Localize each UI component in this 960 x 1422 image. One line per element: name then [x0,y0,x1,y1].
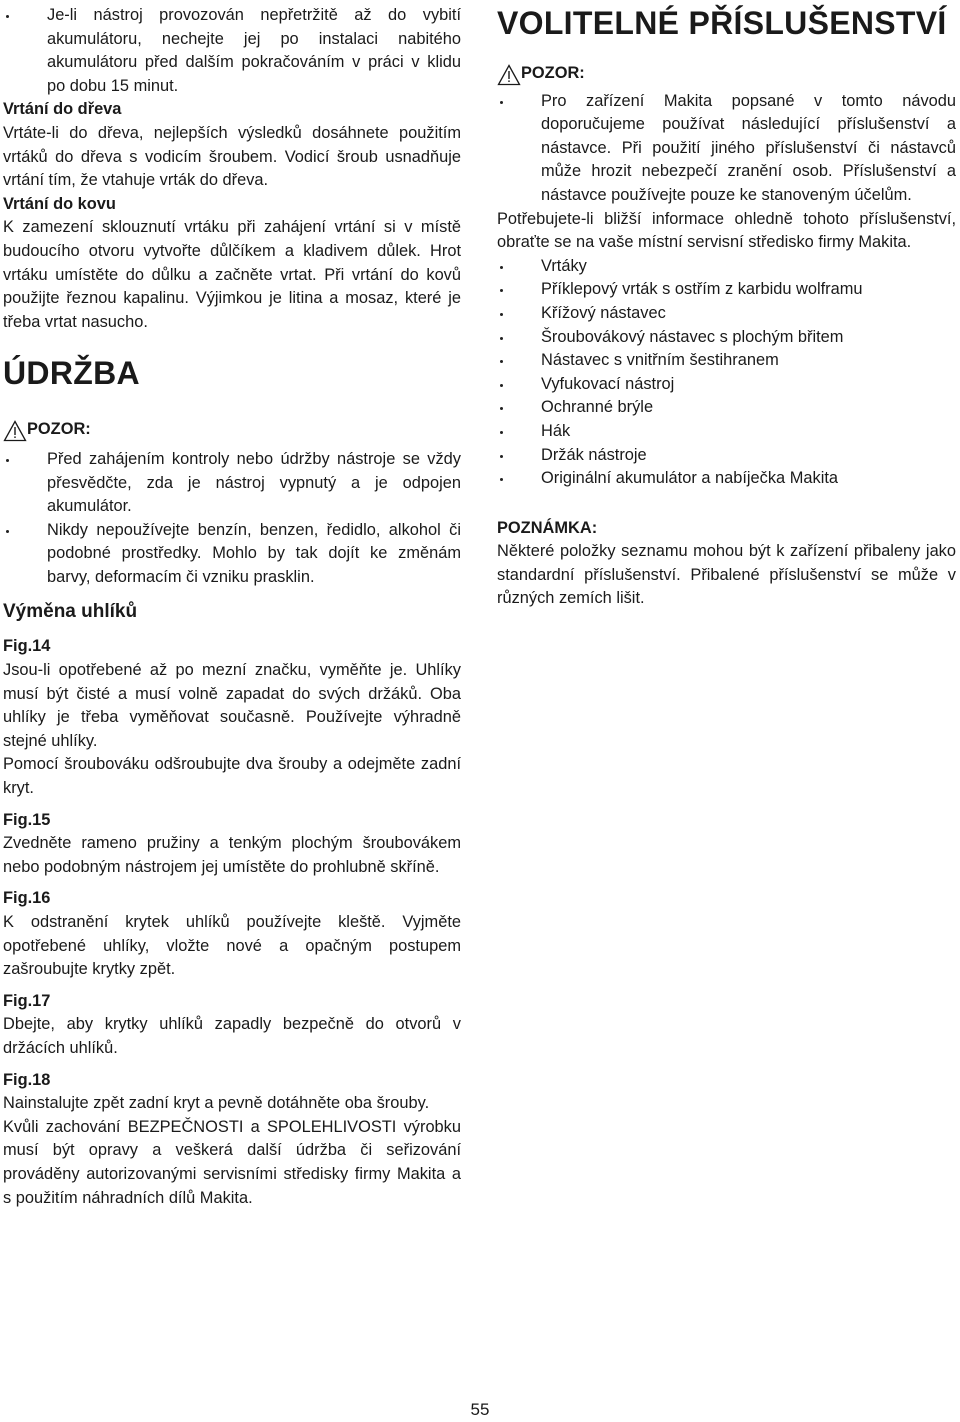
fig-14-text-2: Pomocí šroubováku odšroubujte dva šrouby a odejměte zadní kryt. [3,755,461,798]
fig-17-label: Fig.17 [3,991,51,1010]
fig-17-text: Dbejte, aby krytky uhlíků zapadly bezpečně do otvorů v držácích uhlíků. [3,1015,461,1057]
maintenance-heading: ÚDRŽBA [3,355,140,392]
accessories-list [497,255,956,491]
accessories-heading: VOLITELNÉ PŘÍSLUŠENSTVÍ [497,5,947,41]
warning-text: POZOR: [521,64,585,82]
fig-18-text-2: Kvůli zachování BEZPEČNOSTI a SPOLEHLIVOSTI výrobku musí být opravy a veškerá další údržba či seřizování prováděny autorizovanými servisními středisky firmy Makita a s použitím náhradních dílů Makita. [3,1117,461,1207]
list-item: Držák nástroje [497,444,956,468]
warning-label [497,62,956,86]
list-item: Příklepový vrták s ostřím z karbidu wolframu [497,278,956,302]
note-text: Některé položky seznamu mohou být k zařízení přibaleny jako standardní příslušenství. Přibalené příslušenství se může v různých zemích lišit. [497,542,956,608]
accessories-warning-list [497,90,956,208]
page-number: 55 [470,1400,490,1419]
fig-15-text: Zvedněte rameno pružiny a tenkým plochým šroubovákem nebo podobným nástrojem jej umístěte do prohlubně skříně. [3,834,461,876]
list-item: Před zahájením kontroly nebo údržby nástroje se vždy přesvědčte, zda je nástroj vypnutý a je odpojen akumulátor. [3,448,461,519]
top-bullet-list [3,4,461,98]
list-item: Nástavec s vnitřním šestihranem [497,349,956,373]
brush-replacement-heading: Výměna uhlíků [3,601,138,623]
fig-18-text: Nainstalujte zpět zadní kryt a pevně dotáhněte oba šrouby. [3,1094,430,1113]
right-column [497,4,956,611]
fig-18-label: Fig.18 [3,1070,51,1089]
warning-triangle-icon [3,420,27,442]
list-item: Vyfukovací nástroj [497,373,956,397]
list-item: Hák [497,420,956,444]
fig-16-label: Fig.16 [3,889,51,908]
list-item: Originální akumulátor a nabíječka Makita [497,467,956,491]
list-item: Křížový nástavec [497,302,956,326]
fig-16-text: K odstranění krytek uhlíků používejte kleště. Vyjměte opotřebené uhlíky, vložte nové a opačným postupem zašroubujte krytky zpět. [3,913,461,979]
warning-triangle-icon [497,64,521,86]
wood-text: Vrtáte-li do dřeva, nejlepších výsledků dosáhnete použitím vrtáků do dřeva s vodicím šroubem. Vodicí šroub usnadňuje vrtání tím, že vtahuje vrták do dřeva. [3,123,461,190]
list-item: Ochranné brýle [497,396,956,420]
metal-heading: Vrtání do kovu [3,194,116,213]
list-item: Šroubovákový nástavec s plochým břitem [497,326,956,350]
maintenance-bullets [3,448,461,590]
left-column [3,4,461,1210]
fig-14-text: Jsou-li opotřebené až po mezní značku, vyměňte je. Uhlíky musí být čisté a musí volně zapadat do svých držáků. Oba uhlíky je třeba vyměňovat současně. Používejte výhradně stejné uhlíky. [3,661,461,750]
list-item: Nikdy nepoužívejte benzín, benzen, ředidlo, alkohol či podobné prostředky. Mohlo by tak dojít ke změnám barvy, deformacím či vzniku prasklin. [3,519,461,590]
fig-14-label: Fig.14 [3,637,51,656]
list-item: Je-li nástroj provozován nepřetržitě až do vybití akumulátoru, nechejte jej po instalaci nabitého akumulátoru před dalším pokračováním v práci v klidu po dobu 15 minut. [3,4,461,98]
list-item: Vrtáky [497,255,956,279]
list-item: Pro zařízení Makita popsané v tomto návodu doporučujeme používat následující příslušenství a nástavce. Při použití jiného příslušenství či nástavců může hrozit nebezpečí zranění osob. Příslušenství a nástavce používejte pouze ke stanoveným účelům. [497,90,956,208]
warning-text: POZOR: [27,420,91,439]
metal-text: K zamezení sklouznutí vrtáku při zahájení vrtání si v místě budoucího otvoru vytvořte důlčíkem a kladivem důlek. Hrot vrtáku umístěte do důlku a začněte vrtat. Při vrtání do kovů použijte řeznou kapalinu. Výjimkou je litina a mosaz, které je třeba vrtat nasucho. [3,218,461,331]
note-heading: POZNÁMKA: [497,518,598,537]
warning-label [3,418,461,442]
accessories-intro: Potřebujete-li bližší informace ohledně tohoto příslušenství, obraťte se na vaše místní servisní středisko firmy Makita. [497,209,956,252]
wood-heading: Vrtání do dřeva [3,100,122,119]
fig-15-label: Fig.15 [3,810,51,829]
